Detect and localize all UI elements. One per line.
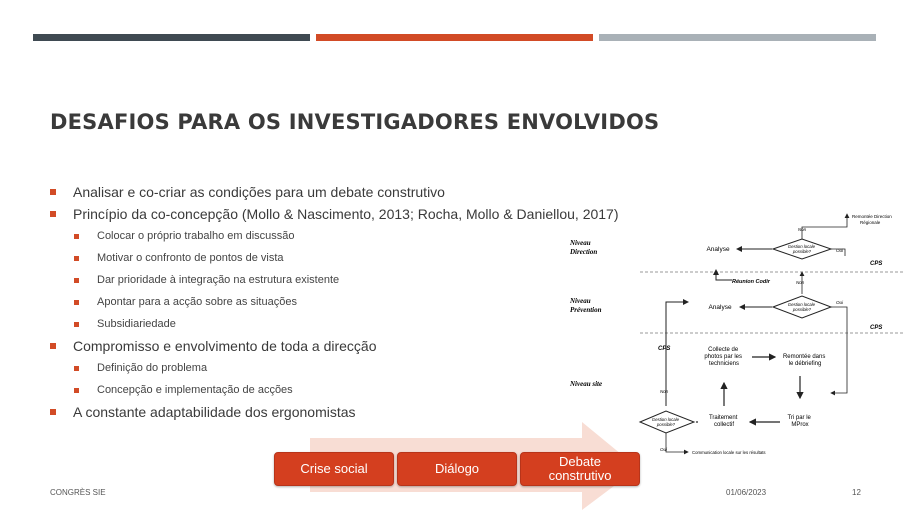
step-label: Debate bbox=[559, 454, 601, 469]
process-step-dialogo bbox=[397, 452, 517, 486]
bullet-text: Apontar para a acção sobre as situações bbox=[97, 296, 297, 308]
cps-label: CPS bbox=[870, 325, 883, 331]
bullet-square-icon bbox=[50, 409, 56, 415]
bullet-square-icon bbox=[74, 322, 79, 327]
oui-label: Oui bbox=[836, 300, 844, 305]
bullet-square-icon bbox=[50, 343, 56, 349]
analyse-prevention: Analyse bbox=[708, 304, 732, 311]
bullet-text: Subsidiariedade bbox=[97, 318, 176, 330]
bullet-text: Motivar o confronto de pontos de vista bbox=[97, 252, 284, 264]
traitement-box: Traitement collectif bbox=[708, 415, 738, 428]
decision-label: Gestion locale possible? bbox=[651, 417, 680, 427]
header-bar-dark bbox=[33, 34, 310, 41]
footer-date: 01/06/2023 bbox=[726, 488, 767, 497]
bullet-text: Colocar o próprio trabalho em discussão bbox=[97, 230, 295, 242]
decision-label: Gestion locale possible? bbox=[787, 302, 816, 312]
bullet-text: Princípio da co-concepção (Mollo & Nascimento, 2013; Rocha, Mollo & Daniellou, 2017) bbox=[73, 206, 619, 222]
bullet-text: Dar prioridade à integração na estrutura existente bbox=[97, 274, 340, 286]
arrow bbox=[802, 214, 847, 239]
bullet-text: A constante adaptabilidade dos ergonomistas bbox=[73, 404, 356, 420]
page-number: 12 bbox=[852, 488, 861, 497]
communication-label: Communication locale sur les résultats bbox=[692, 450, 766, 455]
step-label: construtivo bbox=[548, 468, 612, 483]
bullet-square-icon bbox=[74, 366, 79, 371]
arrow bbox=[666, 302, 688, 406]
bullet-text: Concepção e implementação de acções bbox=[97, 384, 293, 396]
reunion-codir-label: Réunion Codir bbox=[732, 279, 770, 285]
non-label: Non bbox=[797, 227, 807, 232]
step-label: Crise social bbox=[300, 461, 368, 476]
level-label-direction: Niveau Direction bbox=[570, 239, 598, 256]
bullet-text: Analisar e co-criar as condições para um debate construtivo bbox=[73, 184, 445, 200]
bullet-square-icon bbox=[74, 256, 79, 261]
header-bar-gray bbox=[599, 34, 876, 41]
footer-left-label: CONGRÈS SIE bbox=[50, 488, 106, 497]
collecte-box: Collecte de photos par les techniciens bbox=[704, 347, 743, 367]
cps-label: CPS bbox=[658, 346, 671, 352]
oui-label: Oui bbox=[660, 447, 668, 452]
decision-label: Gestion locale possible? bbox=[787, 244, 816, 254]
cps-label: CPS bbox=[870, 261, 883, 267]
remontee-debriefing-box: Remontée dans le débriefing bbox=[782, 354, 826, 367]
bullet-square-icon bbox=[74, 234, 79, 239]
process-arrow bbox=[270, 420, 640, 510]
analyse-direction: Analyse bbox=[706, 246, 730, 253]
bullet-square-icon bbox=[74, 278, 79, 283]
non-label: Non bbox=[796, 280, 805, 285]
arrow bbox=[716, 270, 732, 280]
slide-title: DESAFIOS PARA OS INVESTIGADORES ENVOLVIDOS bbox=[50, 110, 660, 134]
bullet-item bbox=[50, 182, 690, 204]
arrow bbox=[666, 433, 688, 452]
process-step-crise-social bbox=[274, 452, 394, 486]
tri-box: Tri par le MProx bbox=[787, 415, 811, 428]
oui-label: Oui bbox=[836, 248, 844, 253]
bullet-square-icon bbox=[74, 300, 79, 305]
bullet-square-icon bbox=[50, 211, 56, 217]
bullet-text: Definição do problema bbox=[97, 362, 208, 374]
remontee-direction-label: Remontée Direction Régionale bbox=[852, 214, 892, 225]
process-step-debate-construtivo bbox=[520, 452, 640, 486]
non-label: Non bbox=[660, 389, 669, 394]
level-label-prevention: Niveau Prévention bbox=[570, 297, 602, 314]
level-label-site: Niveau site bbox=[570, 380, 603, 388]
bullet-text: Compromisso e envolvimento de toda a direcção bbox=[73, 338, 377, 354]
step-label: Diálogo bbox=[434, 461, 480, 476]
arrow bbox=[831, 307, 847, 393]
bullet-square-icon bbox=[74, 388, 79, 393]
bullet-square-icon bbox=[50, 189, 56, 195]
header-bar-orange bbox=[316, 34, 593, 41]
